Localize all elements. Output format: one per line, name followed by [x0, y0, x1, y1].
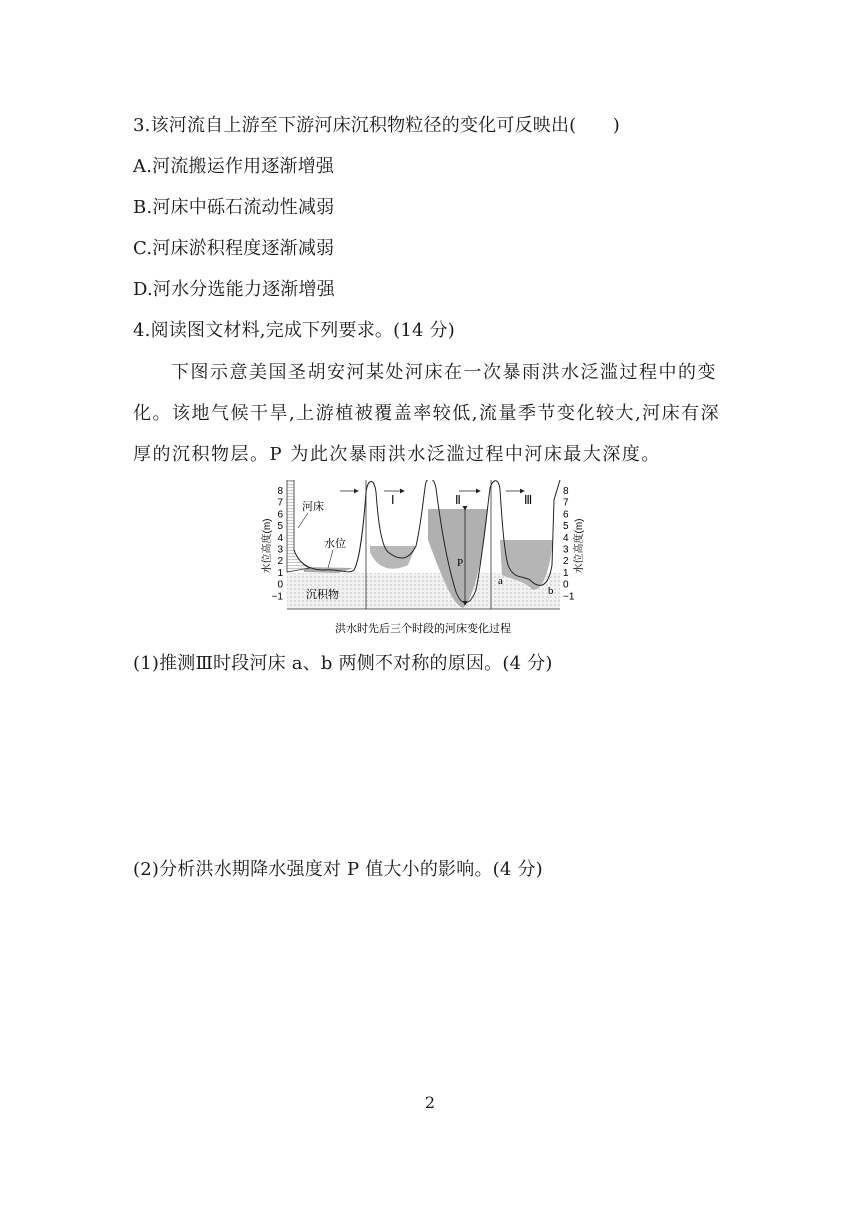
- y-tick-label: 4: [277, 532, 283, 544]
- y-tick-label: −1: [271, 591, 283, 603]
- y-axis-ticks-left: [272, 486, 284, 602]
- riverbed-change-figure: [258, 480, 588, 640]
- y-tick-label: 6: [277, 509, 283, 521]
- label-a: a: [498, 575, 503, 587]
- period-label-3: Ⅲ: [524, 493, 533, 507]
- y-tick-label: 8: [277, 486, 283, 497]
- period-label-1: Ⅰ: [391, 493, 395, 507]
- leader-waterlevel: [328, 550, 333, 568]
- y-axis-title-left: 水位高度(m): [262, 518, 273, 574]
- option-d: D.河水分选能力逐渐增强: [133, 279, 335, 300]
- label-riverbed: 河床: [302, 501, 324, 513]
- figure-caption: 洪水时先后三个时段的河床变化过程: [335, 623, 511, 635]
- option-a: A.河流搬运作用逐渐增强: [133, 156, 335, 177]
- y-tick-label: −1: [563, 591, 575, 603]
- question-3-stem: 3.该河流自上游至下游河床沉积物粒径的变化可反映出( ): [133, 115, 621, 136]
- period-label-2: Ⅱ: [455, 493, 461, 507]
- y-tick-label: 1: [563, 567, 569, 579]
- y-tick-label: 6: [563, 509, 569, 521]
- y-tick-label: 3: [563, 544, 569, 556]
- label-b: b: [548, 585, 554, 597]
- label-sediment: 沉积物: [306, 589, 339, 601]
- water-period-2-left: [370, 546, 416, 569]
- y-tick-label: 0: [277, 579, 283, 591]
- y-tick-label: 7: [277, 497, 283, 509]
- subquestion-1: (1)推测Ⅲ时段河床 a、b 两侧不对称的原因。(4 分): [133, 653, 553, 674]
- option-b: B.河床中砾石流动性减弱: [133, 197, 335, 218]
- y-tick-label: 3: [277, 544, 283, 556]
- y-tick-label: 0: [563, 579, 569, 591]
- y-tick-label: 2: [277, 556, 283, 568]
- y-tick-label: 5: [277, 521, 283, 533]
- y-tick-label: 7: [563, 497, 569, 509]
- question-4-material: [133, 352, 733, 475]
- label-waterlevel: 水位: [324, 538, 346, 550]
- y-tick-label: 4: [563, 532, 569, 544]
- y-axis-title-right: 水位高度(m): [574, 518, 585, 574]
- option-c: C.河床淤积程度逐渐减弱: [133, 238, 335, 259]
- page-number: 2: [424, 1093, 436, 1112]
- y-tick-label: 1: [277, 567, 283, 579]
- y-tick-label: 2: [563, 556, 569, 568]
- y-tick-label: 5: [563, 521, 569, 533]
- question-4-stem: 4.阅读图文材料,完成下列要求。(14 分): [133, 320, 455, 341]
- leader-riverbed: [298, 513, 308, 528]
- subquestion-2: (2)分析洪水期降水强度对 P 值大小的影响。(4 分): [133, 859, 543, 880]
- label-p: P: [457, 557, 464, 569]
- material-text: 下图示意美国圣胡安河某处河床在一次暴雨洪水泛滥过程中的变化。该地气候干旱,上游植被覆盖率较低,流量季节变化较大,河床有深厚的沉积物层。P 为此次暴雨洪水泛滥过程中河床最大深度。: [133, 362, 721, 465]
- y-tick-label: 8: [563, 486, 569, 497]
